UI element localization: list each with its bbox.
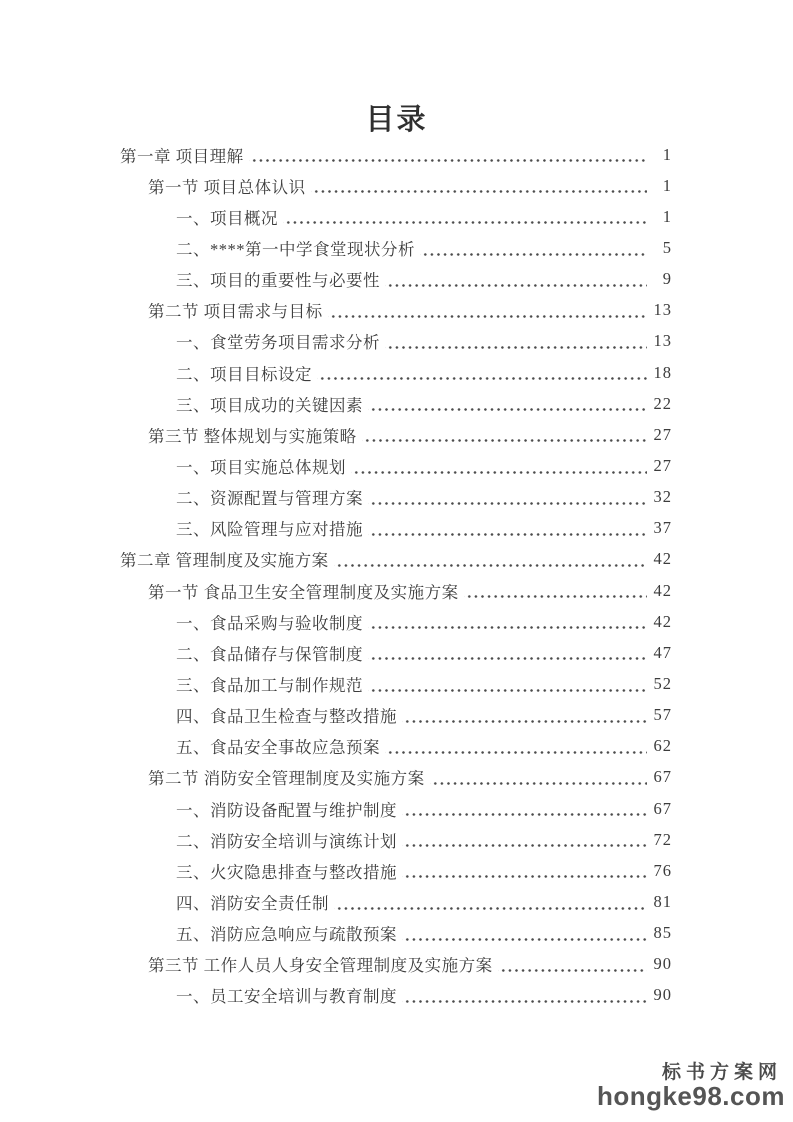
toc-entry-page-number: 37 [653, 518, 672, 538]
toc-dot-leader [420, 232, 647, 263]
toc-entry-page-number: 5 [662, 237, 672, 257]
toc-dot-leader [385, 326, 647, 357]
toc-entry-page-number: 1 [662, 144, 672, 164]
toc-entry-label: 一、项目概况 [176, 208, 278, 228]
toc-entry [120, 855, 672, 886]
toc-entry-page-number: 1 [662, 175, 672, 195]
toc-entry [120, 762, 672, 793]
toc-entry [120, 357, 672, 388]
toc-entry-label: 二、消防安全培训与演练计划 [176, 831, 397, 851]
toc-dot-leader [402, 918, 647, 949]
toc-entry-page-number: 72 [653, 829, 672, 849]
toc-entry-page-number: 76 [653, 860, 672, 880]
toc-dot-leader [498, 949, 647, 980]
toc-entry-page-number: 90 [653, 985, 672, 1005]
toc-dot-leader [368, 388, 647, 419]
toc-entry [120, 419, 672, 450]
toc-entry-page-number: 27 [653, 424, 672, 444]
toc-entry-page-number: 22 [653, 393, 672, 413]
toc-dot-leader [368, 668, 647, 699]
toc-entry-label: 二、食品储存与保管制度 [176, 644, 363, 664]
toc-entry [120, 326, 672, 357]
toc-entry-page-number: 85 [653, 923, 672, 943]
toc-entry-page-number: 32 [653, 487, 672, 507]
toc-entry [120, 450, 672, 481]
toc-list [120, 139, 672, 1011]
toc-entry [120, 513, 672, 544]
toc-entry-label: 三、风险管理与应对措施 [176, 520, 363, 540]
toc-entry [120, 388, 672, 419]
toc-entry-page-number: 1 [662, 206, 672, 226]
toc-entry-label: 一、项目实施总体规划 [176, 457, 346, 477]
toc-entry-label: 第一节 食品卫生安全管理制度及实施方案 [148, 582, 459, 602]
toc-entry [120, 918, 672, 949]
toc-entry-label: 四、食品卫生检查与整改措施 [176, 707, 397, 727]
toc-dot-leader [317, 357, 647, 388]
toc-entry-label: 四、消防安全责任制 [176, 893, 329, 913]
toc-entry [120, 731, 672, 762]
toc-entry-label: 一、食品采购与验收制度 [176, 613, 363, 633]
toc-entry-label: 三、项目成功的关键因素 [176, 395, 363, 415]
toc-entry [120, 170, 672, 201]
toc-entry-page-number: 47 [653, 642, 672, 662]
toc-entry-page-number: 18 [653, 362, 672, 382]
toc-dot-leader [402, 824, 647, 855]
toc-entry-label: 第一节 项目总体认识 [148, 177, 306, 197]
toc-entry [120, 295, 672, 326]
toc-dot-leader [334, 886, 647, 917]
toc-dot-leader [385, 264, 647, 295]
toc-dot-leader [430, 762, 647, 793]
toc-entry-page-number: 42 [653, 611, 672, 631]
toc-entry [120, 232, 672, 263]
toc-dot-leader [351, 450, 647, 481]
toc-dot-leader [402, 700, 647, 731]
toc-entry-label: 第二节 消防安全管理制度及实施方案 [148, 769, 425, 789]
toc-entry-label: 三、食品加工与制作规范 [176, 675, 363, 695]
toc-dot-leader [328, 295, 647, 326]
toc-dot-leader [402, 793, 647, 824]
watermark-site-url: hongke98.com [596, 1080, 785, 1111]
toc-dot-leader [368, 606, 647, 637]
toc-entry-label: 第一章 项目理解 [120, 146, 244, 166]
toc-entry-page-number: 57 [653, 705, 672, 725]
toc-dot-leader [368, 637, 647, 668]
toc-entry-label: 五、消防应急响应与疏散预案 [176, 925, 397, 945]
toc-entry-label: 三、火灾隐患排查与整改措施 [176, 862, 397, 882]
toc-entry-page-number: 62 [653, 736, 672, 756]
toc-entry [120, 793, 672, 824]
toc-entry [120, 824, 672, 855]
toc-dot-leader [402, 855, 647, 886]
toc-entry-label: 三、项目的重要性与必要性 [176, 271, 380, 291]
toc-entry-page-number: 42 [653, 549, 672, 569]
toc-entry-label: 第三节 整体规划与实施策略 [148, 426, 357, 446]
toc-entry-label: 二、项目目标设定 [176, 364, 312, 384]
toc-entry [120, 949, 672, 980]
toc-entry-label: 一、食堂劳务项目需求分析 [176, 333, 380, 353]
toc-entry-page-number: 67 [653, 798, 672, 818]
toc-entry-page-number: 9 [662, 269, 672, 289]
toc-entry-page-number: 81 [653, 891, 672, 911]
toc-entry-page-number: 52 [653, 673, 672, 693]
toc-entry-page-number: 67 [653, 767, 672, 787]
toc-dot-leader [464, 575, 647, 606]
toc-entry [120, 482, 672, 513]
toc-dot-leader [311, 170, 647, 201]
watermark [597, 1063, 785, 1110]
toc-entry-label: 五、食品安全事故应急预案 [176, 738, 380, 758]
watermark-site-name: 标书方案网 [661, 1061, 782, 1083]
toc-entry [120, 264, 672, 295]
toc-entry-label: 第二节 项目需求与目标 [148, 302, 323, 322]
toc-entry-page-number: 42 [653, 580, 672, 600]
page-title: 目录 [365, 104, 428, 136]
toc-entry [120, 886, 672, 917]
toc-dot-leader [368, 513, 647, 544]
toc-entry-page-number: 90 [653, 954, 672, 974]
toc-entry [120, 668, 672, 699]
toc-entry [120, 637, 672, 668]
toc-dot-leader [402, 980, 647, 1011]
toc-entry [120, 544, 672, 575]
toc-entry-page-number: 27 [653, 455, 672, 475]
toc-entry [120, 700, 672, 731]
toc-entry-label: 二、****第一中学食堂现状分析 [176, 239, 415, 259]
toc-entry [120, 201, 672, 232]
toc-entry [120, 980, 672, 1011]
toc-entry-label: 一、员工安全培训与教育制度 [176, 987, 397, 1007]
toc-dot-leader [368, 482, 647, 513]
toc-entry-label: 第三节 工作人员人身安全管理制度及实施方案 [148, 956, 493, 976]
toc-dot-leader [362, 419, 647, 450]
toc-entry-page-number: 13 [653, 300, 672, 320]
toc-entry-label: 二、资源配置与管理方案 [176, 489, 363, 509]
toc-dot-leader [334, 544, 647, 575]
toc-dot-leader [385, 731, 647, 762]
toc-dot-leader [283, 201, 647, 232]
toc-dot-leader [249, 139, 647, 170]
toc-entry [120, 606, 672, 637]
toc-entry-page-number: 13 [653, 331, 672, 351]
toc-entry [120, 575, 672, 606]
toc-entry-label: 一、消防设备配置与维护制度 [176, 800, 397, 820]
toc-entry-label: 第二章 管理制度及实施方案 [120, 551, 329, 571]
toc-entry [120, 139, 672, 170]
